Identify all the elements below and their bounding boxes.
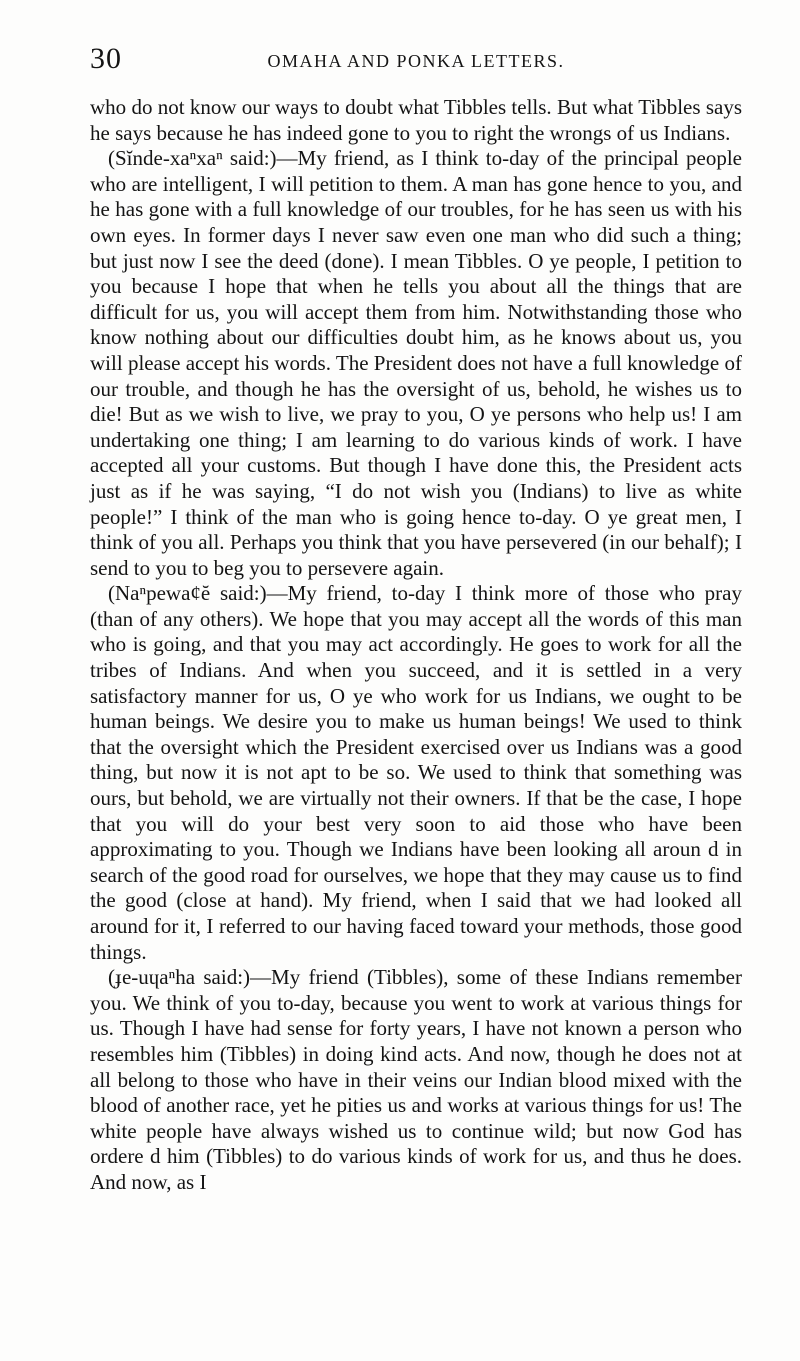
paragraph-sinde-xanxan: (Sĭnde-xaⁿxaⁿ said:)—My friend, as I think to-day of the principal people who are intelligent, I will petition to them. A man has gone hence to you, and he has gone with a full knowledge of our troubles, for he has seen us with his own eyes. In former days I never saw even one man who did such a thing; but just now I see the deed (done). I mean Tibbles. O ye people, I petition to you because I hope that when he tells you about all the things that are difficult for us, you will accept them from him. Notwithstanding those who know nothing about our difficulties doubt him, as he knows about us, you will please accept his words. The President does not have a full knowledge of our trouble, and though he has the oversight of us, behold, he wishes us to die! But as we wish to live, we pray to you, O ye persons who help us! I am undertaking one thing; I am learning to do various kinds of work. I have accepted all your customs. But though I have done this, the President acts just as if he was saying, “I do not wish you (Indians) to live as white people!” I think of the man who is going hence to-day. O ye great men, I think of you all. Perhaps you think that you have persevered (in our behalf); I send to you to beg you to persevere again. — [90, 146, 742, 580]
paragraph-je-ujanha: (ɟe-uɥaⁿha said:)—My friend (Tibbles), some of these Indians remember you. We think of you to-day, because you went to work at various things for us. Though I have had sense for forty years, I have not known a person who resembles him (Tibbles) in doing kind acts. And now, though he does not at all belong to those who have in their veins our Indian blood mixed with the blood of another race, yet he pities us and works at various things for us! The white people have always wished us to continue wild; but now God has ordere d him (Tibbles) to do various kinds of work for us, and thus he does. And now, as I — [90, 965, 742, 1194]
running-head: OMAHA AND PONKA LETTERS. — [267, 51, 565, 71]
paragraph-continued: who do not know our ways to doubt what Tibbles tells. But what Tibbles says he says because he has indeed gone to you to right the wrongs of us Indians. — [90, 95, 742, 145]
paragraph-nanpewathe: (Naⁿpewaȼĕ said:)—My friend, to-day I think more of those who pray (than of any others). We hope that you may accept all the words of this man who is going, and that you may act accordingly. He goes to work for all the tribes of Indians. And when you succeed, and it is settled in a very satisfactory manner for us, O ye who work for us Indians, we ought to be human beings. We desire you to make us human beings! We used to think that the oversight which the President exercised over us Indians was a good thing, but now it is not apt to be so. We used to think that something was ours, but behold, we are virtually not their owners. If that be the case, I hope that you will do your best very soon to aid those who have been approximating to you. Though we Indians have been looking all aroun d in search of the good road for ourselves, we hope that they may cause us to find the good (close at hand). My friend, when I said that we had looked all around for it, I referred to our having faced toward your methods, those good things. — [90, 581, 742, 964]
page-number: 30 — [90, 42, 122, 75]
body-text — [90, 95, 742, 1196]
page-header — [90, 44, 742, 74]
